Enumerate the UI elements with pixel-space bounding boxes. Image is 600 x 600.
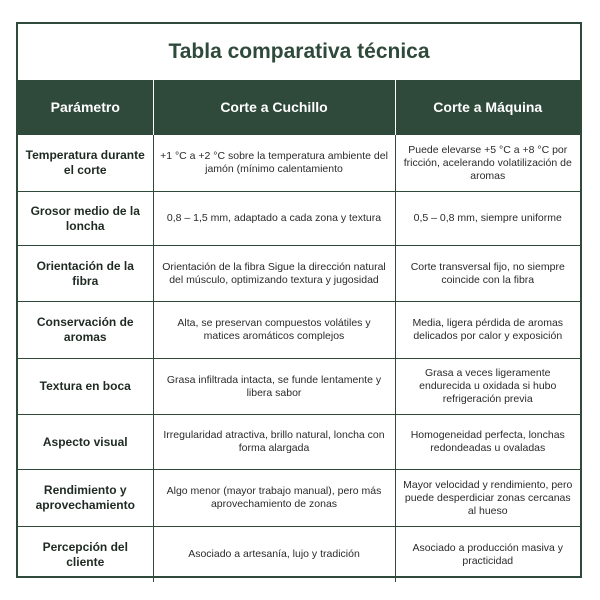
table-row <box>18 302 580 359</box>
maquina-cell: 0,5 – 0,8 mm, siempre uniforme <box>395 192 580 246</box>
cuchillo-cell: Irregularidad atractiva, brillo natural, loncha con forma alargada <box>153 415 395 470</box>
header-corte-maquina: Corte a Máquina <box>395 80 580 135</box>
maquina-cell: Puede elevarse +5 °C a +8 °C por fricción, acelerando volatilización de aromas <box>395 135 580 192</box>
param-cell: Orientación de la fibra <box>18 246 153 302</box>
table-row <box>18 527 580 583</box>
maquina-cell: Corte transversal fijo, no siempre coincide con la fibra <box>395 246 580 302</box>
param-cell: Textura en boca <box>18 359 153 415</box>
table-row <box>18 192 580 246</box>
table-header-row <box>18 80 580 135</box>
maquina-cell: Grasa a veces ligeramente endurecida u oxidada si hubo refrigeración previa <box>395 359 580 415</box>
maquina-cell: Asociado a producción masiva y practicidad <box>395 527 580 583</box>
param-cell: Aspecto visual <box>18 415 153 470</box>
header-corte-cuchillo: Corte a Cuchillo <box>153 80 395 135</box>
param-cell: Conservación de aromas <box>18 302 153 359</box>
cuchillo-cell: Alta, se preservan compuestos volátiles y matices aromáticos complejos <box>153 302 395 359</box>
cuchillo-cell: Algo menor (mayor trabajo manual), pero más aprovechamiento de zonas <box>153 470 395 527</box>
cuchillo-cell: 0,8 – 1,5 mm, adaptado a cada zona y textura <box>153 192 395 246</box>
comparison-table <box>18 80 580 582</box>
maquina-cell: Homogeneidad perfecta, lonchas redondeadas u ovaladas <box>395 415 580 470</box>
cuchillo-cell: Grasa infiltrada intacta, se funde lentamente y libera sabor <box>153 359 395 415</box>
maquina-cell: Mayor velocidad y rendimiento, pero puede desperdiciar zonas cercanas al hueso <box>395 470 580 527</box>
table-row <box>18 246 580 302</box>
table-row <box>18 359 580 415</box>
cuchillo-cell: +1 °C a +2 °C sobre la temperatura ambiente del jamón (mínimo calentamiento <box>153 135 395 192</box>
table-row <box>18 470 580 527</box>
param-cell: Rendimiento y aprovechamiento <box>18 470 153 527</box>
param-cell: Grosor medio de la loncha <box>18 192 153 246</box>
table-row <box>18 415 580 470</box>
table-row <box>18 135 580 192</box>
param-cell: Percepción del cliente <box>18 527 153 583</box>
cuchillo-cell: Orientación de la fibra Sigue la dirección natural del músculo, optimizando textura y jugosidad <box>153 246 395 302</box>
header-parametro: Parámetro <box>18 80 153 135</box>
cuchillo-cell: Asociado a artesanía, lujo y tradición <box>153 527 395 583</box>
param-cell: Temperatura durante el corte <box>18 135 153 192</box>
maquina-cell: Media, ligera pérdida de aromas delicados por calor y exposición <box>395 302 580 359</box>
comparison-table-card <box>16 22 582 578</box>
table-title: Tabla comparativa técnica <box>168 40 430 63</box>
